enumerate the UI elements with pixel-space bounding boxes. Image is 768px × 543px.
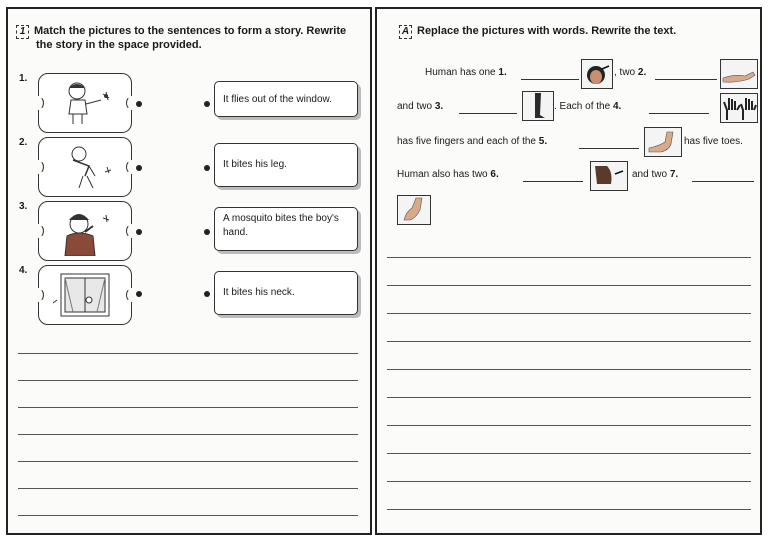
item-number: 2.: [19, 137, 28, 148]
boy-scratching-leg-icon: [38, 137, 132, 197]
match-dot[interactable]: [204, 291, 210, 297]
boy-and-mosquito-icon: [38, 73, 132, 133]
boy-scratching-neck-icon: [38, 201, 132, 261]
item-number: 3.: [19, 201, 28, 212]
answer-blank[interactable]: [523, 181, 583, 182]
text-segment: Human also has two 6.: [397, 169, 499, 180]
match-dot[interactable]: [136, 165, 142, 171]
text-segment: Human has one 1.: [425, 67, 507, 78]
window-icon: [38, 265, 132, 325]
match-dot[interactable]: [204, 165, 210, 171]
text-segment: . Each of the 4.: [554, 101, 622, 112]
foot-side-icon: [397, 195, 431, 225]
text-segment: has five toes.: [684, 136, 743, 147]
arm-icon: [720, 59, 758, 89]
sentence-card: It bites his neck.: [214, 271, 358, 315]
sentence-card: A mosquito bites the boy's hand.: [214, 207, 358, 251]
writing-line[interactable]: [18, 461, 358, 462]
answer-blank[interactable]: [521, 79, 579, 80]
writing-line[interactable]: [18, 488, 358, 489]
writing-line[interactable]: [387, 369, 751, 370]
leg-icon: [522, 91, 554, 121]
item-number: 4.: [19, 265, 28, 276]
match-dot[interactable]: [136, 229, 142, 235]
writing-line[interactable]: [18, 380, 358, 381]
writing-line[interactable]: [387, 509, 751, 510]
hands-icon: [720, 93, 758, 123]
sentence-card: It bites his leg.: [214, 143, 358, 187]
writing-line[interactable]: [387, 425, 751, 426]
writing-line[interactable]: [387, 397, 751, 398]
knee-icon: [590, 161, 628, 191]
writing-line[interactable]: [387, 341, 751, 342]
answer-blank[interactable]: [649, 113, 709, 114]
answer-blank[interactable]: [655, 79, 717, 80]
writing-line[interactable]: [18, 434, 358, 435]
writing-line[interactable]: [387, 481, 751, 482]
item-number: 1.: [19, 73, 28, 84]
left-worksheet: [6, 7, 372, 535]
answer-blank[interactable]: [692, 181, 754, 182]
match-dot[interactable]: [136, 291, 142, 297]
writing-line[interactable]: [18, 353, 358, 354]
answer-blank[interactable]: [459, 113, 517, 114]
answer-blank[interactable]: [579, 148, 639, 149]
match-dot[interactable]: [204, 101, 210, 107]
head-icon: [581, 59, 613, 89]
right-instruction: A Replace the pictures with words. Rewrite the text.: [399, 25, 676, 39]
writing-line[interactable]: [387, 257, 751, 258]
left-instruction: 1 Match the pictures to the sentences to form a story. Rewrite the story in the space provided.: [16, 25, 366, 52]
match-dot[interactable]: [204, 229, 210, 235]
exercise-badge: A: [399, 25, 412, 39]
exercise-badge: 1: [16, 25, 29, 39]
writing-line[interactable]: [387, 453, 751, 454]
text-segment: and two 3.: [397, 101, 444, 112]
writing-line[interactable]: [387, 285, 751, 286]
writing-line[interactable]: [18, 515, 358, 516]
text-segment: and two 7.: [632, 169, 679, 180]
match-dot[interactable]: [136, 101, 142, 107]
text-segment: has five fingers and each of the 5.: [397, 136, 548, 147]
right-worksheet: [375, 7, 762, 535]
writing-line[interactable]: [18, 407, 358, 408]
foot-icon: [644, 127, 682, 157]
sentence-card: It flies out of the window.: [214, 81, 358, 117]
writing-line[interactable]: [387, 313, 751, 314]
text-segment: , two 2.: [614, 67, 647, 78]
